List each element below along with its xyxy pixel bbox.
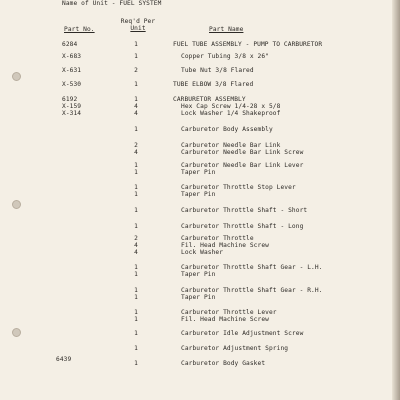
punch-hole: [12, 200, 21, 209]
header-req-line1: Req'd Per: [120, 18, 156, 25]
row-qty: 1: [134, 294, 138, 301]
header-req-line2: Unit: [130, 25, 146, 32]
row-part-name: Tube Nut 3/8 Flared: [181, 67, 254, 74]
row-part-name: Carburetor Adjustment Spring: [181, 345, 289, 352]
row-part-name: Carburetor Throttle Shaft Gear - L.H.: [181, 264, 323, 271]
row-qty: 1: [134, 81, 138, 88]
row-qty: 1: [134, 191, 138, 198]
row-part-name: Fil. Head Machine Screw: [181, 316, 269, 323]
row-qty: 1: [134, 264, 138, 271]
row-qty: 1: [134, 360, 138, 367]
row-part-name: Carburetor Throttle Shaft - Long: [181, 223, 304, 230]
row-part-name: Carburetor Throttle Lever: [181, 309, 277, 316]
row-part-name: Lock Washer 1/4 Shakeproof: [181, 110, 281, 117]
row-part-no: X-631: [62, 67, 82, 74]
row-part-no: 6192: [62, 96, 78, 103]
row-part-name: TUBE ELBOW 3/8 Flared: [173, 81, 254, 88]
row-part-name: Taper Pin: [181, 294, 216, 301]
row-qty: 4: [134, 249, 138, 256]
row-part-no: X-159: [62, 103, 82, 110]
row-part-name: FUEL TUBE ASSEMBLY - PUMP TO CARBURETOR: [173, 41, 323, 48]
row-part-name: Carburetor Needle Bar Link Screw: [181, 149, 304, 156]
row-part-no: 6439: [56, 356, 72, 363]
row-part-name: Carburetor Throttle: [181, 235, 254, 242]
row-qty: 2: [134, 235, 138, 242]
row-part-name: Fil. Head Machine Screw: [181, 242, 269, 249]
punch-hole: [12, 328, 21, 337]
row-part-name: Carburetor Body Gasket: [181, 360, 266, 367]
row-part-name: CARBURETOR ASSEMBLY: [173, 96, 246, 103]
row-part-name: Carburetor Throttle Shaft - Short: [181, 207, 308, 214]
row-qty: 1: [134, 169, 138, 176]
row-qty: 1: [134, 207, 138, 214]
row-qty: 4: [134, 103, 138, 110]
row-part-no: X-530: [62, 81, 82, 88]
row-qty: 4: [134, 242, 138, 249]
punch-hole: [12, 72, 21, 81]
row-qty: 4: [134, 110, 138, 117]
row-part-name: Carburetor Throttle Stop Lever: [181, 184, 296, 191]
row-part-name: Taper Pin: [181, 169, 216, 176]
row-part-no: 6284: [62, 41, 78, 48]
header-part-name: Part Name: [209, 26, 244, 33]
row-qty: 1: [134, 330, 138, 337]
row-qty: 1: [134, 345, 138, 352]
row-part-name: Carburetor Body Assembly: [181, 126, 273, 133]
row-qty: 4: [134, 149, 138, 156]
row-part-name: Carburetor Idle Adjustment Screw: [181, 330, 304, 337]
row-part-no: X-314: [62, 110, 82, 117]
row-part-name: Lock Washer: [181, 249, 224, 256]
row-part-name: Carburetor Throttle Shaft Gear - R.H.: [181, 287, 323, 294]
row-qty: 2: [134, 67, 138, 74]
row-qty: 1: [134, 223, 138, 230]
row-qty: 1: [134, 162, 138, 169]
row-qty: 2: [134, 142, 138, 149]
row-part-name: Taper Pin: [181, 191, 216, 198]
row-part-no: X-683: [62, 53, 82, 60]
row-qty: 1: [134, 41, 138, 48]
unit-title: Name of Unit - FUEL SYSTEM: [62, 0, 162, 7]
row-part-name: Hex Cap Screw 1/4-28 x 5/8: [181, 103, 281, 110]
row-qty: 1: [134, 184, 138, 191]
row-part-name: Copper Tubing 3/8 x 26": [181, 53, 269, 60]
row-part-name: Carburetor Needle Bar Link: [181, 142, 281, 149]
row-qty: 1: [134, 126, 138, 133]
binder-edge: [392, 0, 400, 400]
row-part-name: Taper Pin: [181, 271, 216, 278]
row-qty: 1: [134, 53, 138, 60]
row-qty: 1: [134, 96, 138, 103]
row-qty: 1: [134, 316, 138, 323]
row-part-name: Carburetor Needle Bar Link Lever: [181, 162, 304, 169]
header-part-no: Part No.: [64, 26, 95, 33]
row-qty: 1: [134, 309, 138, 316]
row-qty: 1: [134, 287, 138, 294]
row-qty: 1: [134, 271, 138, 278]
